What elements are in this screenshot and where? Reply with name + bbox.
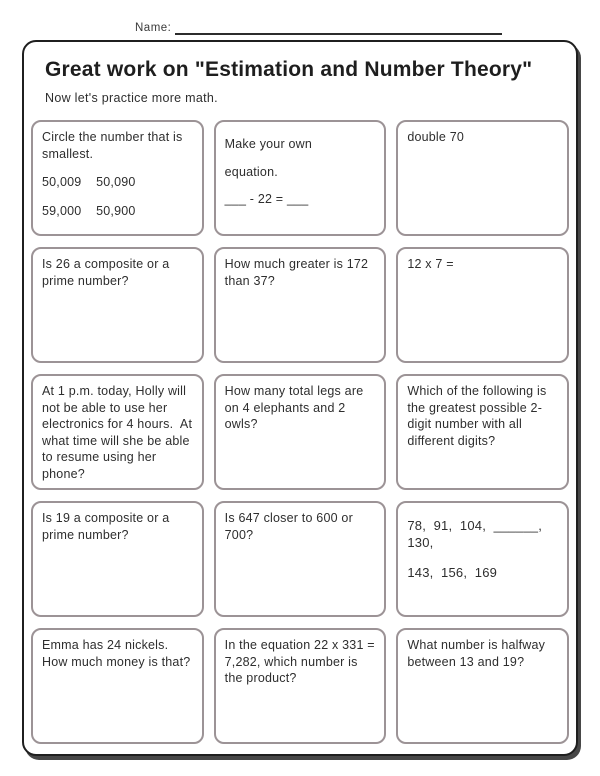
question-text: How much greater is 172 than 37? <box>224 257 372 288</box>
question-cell-2 <box>214 120 387 236</box>
name-row <box>135 22 502 35</box>
question-cell-1 <box>31 120 204 236</box>
question-cell-3 <box>396 120 569 236</box>
answer-choices: 59,000 50,900 <box>42 203 136 218</box>
question-text: double 70 <box>407 130 465 144</box>
question-text: Make your own <box>224 137 313 151</box>
question-text: equation. <box>224 164 278 179</box>
equation-blank: ___ - 22 = ___ <box>224 192 309 206</box>
worksheet-card <box>22 40 578 756</box>
question-cell-12 <box>396 501 569 617</box>
question-text: Is 19 a composite or a prime number? <box>42 511 174 542</box>
question-cell-4 <box>31 247 204 363</box>
question-text: What number is halfway between 13 and 19? <box>407 638 549 669</box>
answer-choices: 50,009 50,090 <box>42 175 136 189</box>
question-text: Is 647 closer to 600 or 700? <box>224 511 357 542</box>
page-subtitle: Now let's practice more math. <box>45 91 218 105</box>
name-label: Name: <box>135 22 172 34</box>
page-title: Great work on "Estimation and Number Theory" <box>45 58 533 81</box>
question-cell-14 <box>214 628 387 744</box>
question-text: Emma has 24 nickels. How much money is that? <box>42 638 191 669</box>
question-cell-15 <box>396 628 569 744</box>
question-cell-6 <box>396 247 569 363</box>
question-text: Is 26 a composite or a prime number? <box>42 257 174 288</box>
question-cell-11 <box>214 501 387 617</box>
question-grid <box>31 120 569 744</box>
question-cell-7 <box>31 374 204 490</box>
question-cell-5 <box>214 247 387 363</box>
question-text: 12 x 7 = <box>407 257 454 271</box>
question-cell-8 <box>214 374 387 490</box>
question-text: At 1 p.m. today, Holly will not be able to use her electronics for 4 hours. At what time will she be able to resume using her phone? <box>42 384 196 481</box>
question-text: How many total legs are on 4 elephants and 2 owls? <box>224 384 368 431</box>
question-text: Circle the number that is smallest. <box>42 130 187 161</box>
question-cell-13 <box>31 628 204 744</box>
number-sequence: 143, 156, 169 <box>407 565 498 581</box>
question-text: In the equation 22 x 331 = 7,282, which number is the product? <box>224 638 379 685</box>
question-text: Which of the following is the greatest possible 2-digit number with all different digits? <box>407 384 551 448</box>
name-blank-line <box>175 22 502 35</box>
question-cell-9 <box>396 374 569 490</box>
number-sequence: 78, 91, 104, ______, 130, <box>407 518 550 551</box>
question-cell-10 <box>31 501 204 617</box>
